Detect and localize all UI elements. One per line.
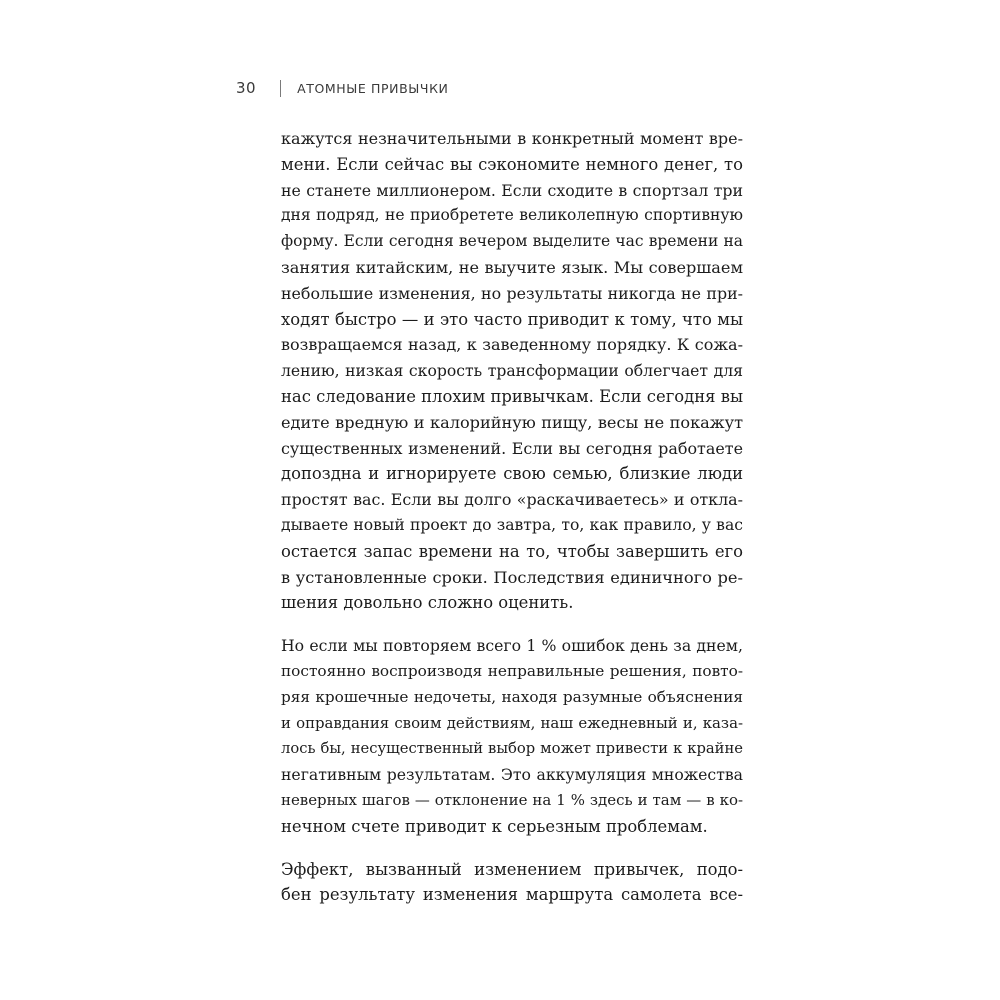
body-text bbox=[281, 126, 743, 908]
page-number: 30 bbox=[236, 79, 257, 97]
text-line: бен результату изменения маршрута самолета все- bbox=[281, 885, 743, 905]
text-line: дываете новый проект до завтра, то, как правило, у вас bbox=[281, 515, 743, 534]
paragraph bbox=[281, 857, 743, 909]
text-line: простят вас. Если вы долго «раскачиваетесь» и откла- bbox=[281, 490, 743, 510]
text-line: неверных шагов — отклонение на 1 % здесь и там — в ко- bbox=[281, 790, 743, 809]
text-line: шения довольно сложно оценить. bbox=[281, 593, 574, 613]
text-line: ряя крошечные недочеты, находя разумные объяснения bbox=[281, 687, 743, 706]
text-line: в установленные сроки. Последствия единичного ре- bbox=[281, 567, 743, 587]
text-line: остается запас времени на то, чтобы завершить его bbox=[281, 541, 743, 561]
header-divider bbox=[280, 80, 281, 97]
text-line: Эффект, вызванный изменением привычек, подо- bbox=[281, 859, 743, 879]
text-line: допоздна и игнорируете свою семью, близкие люди bbox=[281, 464, 743, 484]
text-line: дня подряд, не приобретете великолепную спортивную bbox=[281, 206, 743, 225]
text-line: возвращаемся назад, к заведенному порядку. К сожа- bbox=[281, 335, 743, 355]
text-line: небольшие изменения, но результаты никогда не при- bbox=[281, 283, 743, 303]
paragraph bbox=[281, 633, 743, 839]
text-line: Но если мы повторяем всего 1 % ошибок день за днем, bbox=[281, 636, 743, 656]
text-line: лось бы, несущественный выбор может привести к крайне bbox=[281, 740, 743, 758]
text-line: не станете миллионером. Если сходите в спортзал три bbox=[281, 180, 743, 200]
text-line: существенных изменений. Если вы сегодня работаете bbox=[281, 438, 743, 458]
text-line: негативным результатам. Это аккумуляция множества bbox=[281, 765, 743, 785]
text-line: мени. Если сейчас вы сэкономите немного денег, то bbox=[281, 154, 743, 174]
running-header bbox=[236, 76, 449, 100]
text-line: лению, низкая скорость трансформации облегчает для bbox=[281, 361, 743, 381]
text-line: нечном счете приводит к серьезным проблемам. bbox=[281, 816, 708, 836]
paragraph bbox=[281, 126, 743, 616]
text-line: постоянно воспроизводя неправильные решения, повто- bbox=[281, 661, 743, 680]
text-line: ходят быстро — и это часто приводит к тому, что мы bbox=[281, 309, 743, 329]
text-line: кажутся незначительными в конкретный момент вре- bbox=[281, 129, 743, 148]
text-line: едите вредную и калорийную пищу, весы не покажут bbox=[281, 412, 743, 432]
book-title: АТОМНЫЕ ПРИВЫЧКИ bbox=[297, 80, 449, 96]
text-line: форму. Если сегодня вечером выделите час времени на bbox=[281, 232, 743, 251]
text-line: нас следование плохим привычкам. Если сегодня вы bbox=[281, 386, 743, 406]
text-line: и оправдания своим действиям, наш ежедневный и, каза- bbox=[281, 713, 743, 732]
text-line: занятия китайским, не выучите язык. Мы совершаем bbox=[281, 257, 743, 277]
